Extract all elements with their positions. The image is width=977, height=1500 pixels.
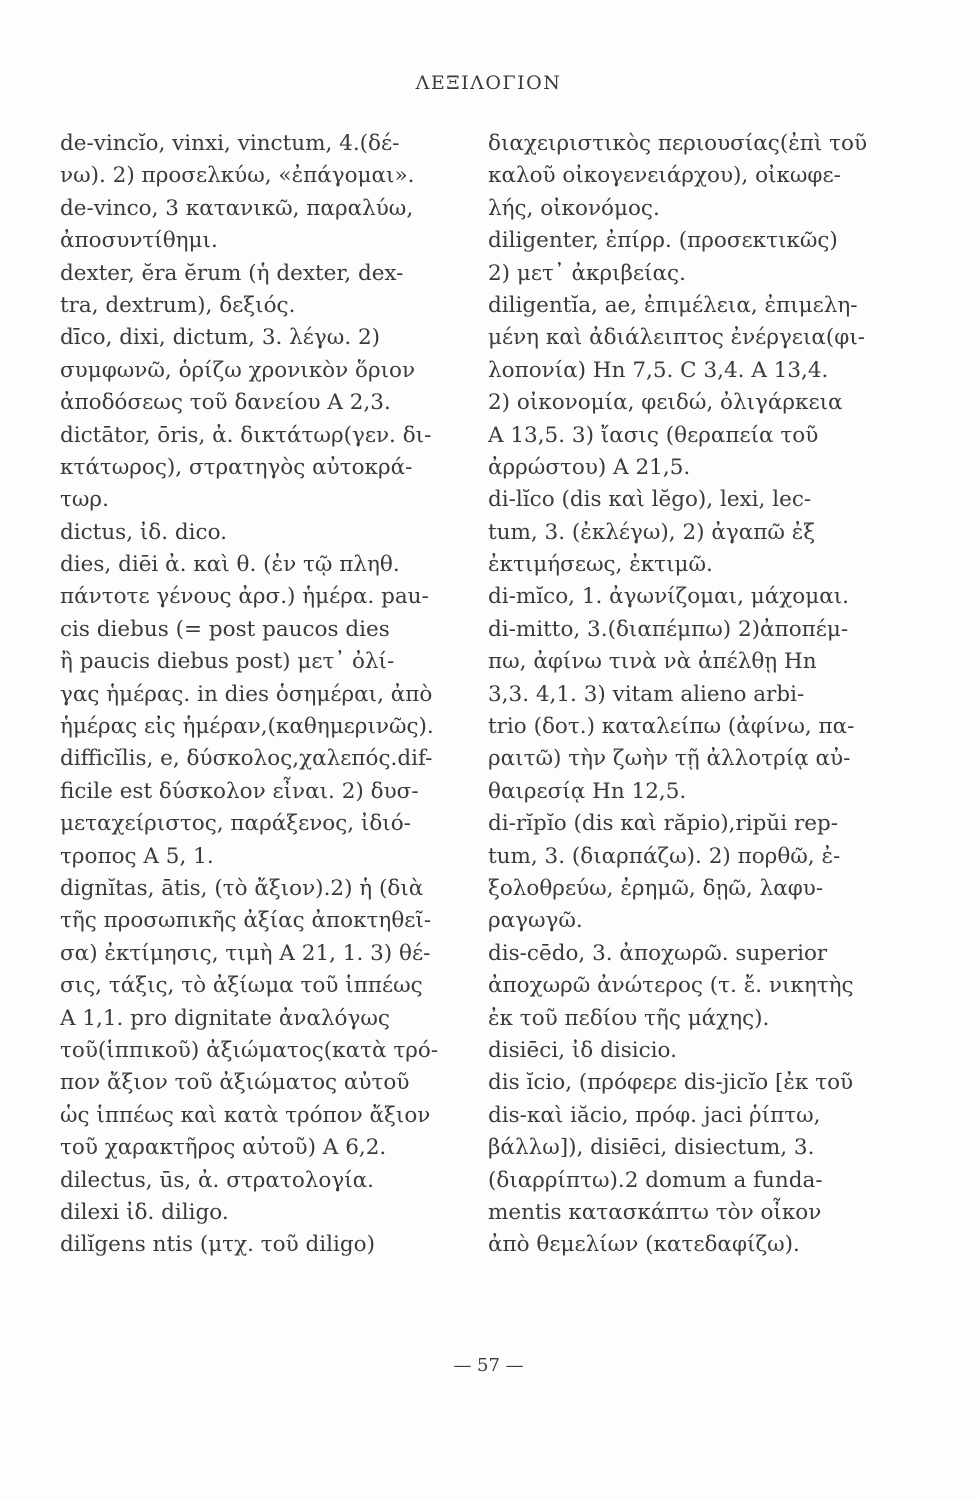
text-line: τωρ. — [60, 487, 109, 513]
text-line: trio (δοτ.) καταλείπω (ἀφίνω, πα- — [488, 714, 855, 740]
text-line: λοπονία) Hn 7,5. C 3,4. A 13,4. — [488, 357, 829, 383]
text-line: διαχειριστικὸς περιουσίας(ἐπὶ τοῦ — [488, 131, 868, 156]
text-line: ὡς ἱππέως καὶ κατὰ τρόπον ἄξιον — [60, 1102, 431, 1128]
text-line: tum, 3. (διαρπάζω). 2) πορθῶ, ἐ- — [488, 843, 841, 869]
text-line: θαιρεσίᾳ Hn 12,5. — [488, 778, 687, 804]
text-line: difficĭlis, e, δύσκολος,χαλεπός.dif- — [60, 746, 433, 772]
text-line: λής, οἰκονόμος. — [488, 195, 660, 221]
text-line: πω, ἀφίνω τινὰ νὰ ἀπέλθῃ Hn — [488, 649, 817, 675]
text-line: πον ἄξιον τοῦ ἀξιώματος αὐτοῦ — [60, 1070, 410, 1096]
text-line: ἀπὸ θεμελίων (κατεδαφίζω). — [488, 1232, 800, 1258]
text-line: τοῦ(ἱππικοῦ) ἀξιώματος(κατὰ τρό- — [60, 1037, 439, 1063]
text-line: di-rĭpĭo (dis καὶ răpio),ripŭi rep- — [488, 811, 838, 837]
text-line: di-lĭco (dis καὶ lĕgo), lexi, lec- — [488, 487, 812, 513]
text-line: βάλλω]), disiēci, disiectum, 3. — [488, 1135, 815, 1161]
text-line: τῆς προσωπικῆς ἀξίας ἀποκτηθεῖ- — [60, 908, 432, 934]
right-column — [488, 128, 888, 1262]
text-line: μεταχείριστος, παράξενος, ἰδιό- — [60, 811, 411, 837]
text-line: συμφωνῶ, ὁρίζω χρονικὸν ὅριον — [60, 357, 416, 383]
text-line: dictātor, ōris, ἀ. δικτάτωρ(γεν. δι- — [60, 422, 432, 448]
text-line: πάντοτε γένους ἀρσ.) ἡμέρα. pau- — [60, 584, 429, 610]
text-line: 2) μετ᾽ ἀκριβείας. — [488, 260, 686, 286]
text-line: de-vinco, 3 κατανικῶ, παραλύω, — [60, 195, 414, 221]
text-line: dictus, ἰδ. dico. — [60, 519, 227, 545]
text-line: dis ĭcio, (πρόφερε dis-jicĭo [ἐκ τοῦ — [488, 1070, 854, 1096]
text-line: (διαρρίπτω).2 domum a funda- — [488, 1167, 823, 1193]
text-line: dignĭtas, ātis, (τὸ ἄξιον).2) ἡ (διὰ — [60, 875, 424, 901]
text-line: 3,3. 4,1. 3) vitam alieno arbi- — [488, 681, 805, 707]
text-line: dis-cēdo, 3. ἀποχωρῶ. superior — [488, 940, 828, 966]
text-line: tra, dextrum), δεξιός. — [60, 292, 296, 318]
text-line: disiēci, ἰδ disicio. — [488, 1037, 677, 1063]
page-header: ΛΕΞΙΛΟΓΙΟΝ — [415, 72, 562, 94]
text-line: de-vincĭo, vinxi, vinctum, 4.(δέ- — [60, 131, 400, 156]
text-line: mentis κατασκάπτω τὸν οἶκον — [488, 1199, 822, 1225]
text-line: dis-καὶ iăcio, πρόφ. jaci ῥίπτω, — [488, 1102, 821, 1128]
text-line: ραιτῶ) τὴν ζωὴν τῇ ἀλλοτρίᾳ αὐ- — [488, 746, 851, 772]
text-line: ἢ paucis diebus post) μετ᾽ ὀλί- — [60, 649, 395, 675]
text-line: νω). 2) προσελκύω, «ἐπάγομαι». — [60, 163, 415, 189]
text-line: A 1,1. pro dignitate ἀναλόγως — [60, 1005, 390, 1031]
text-line: dilexi ἰδ. diligo. — [60, 1199, 229, 1225]
text-line: A 13,5. 3) ἴασις (θεραπεία τοῦ — [488, 422, 819, 448]
text-line: dilĭgens ntis (μτχ. τοῦ diligo) — [60, 1232, 376, 1258]
text-line: ἀρρώστου) A 21,5. — [488, 454, 691, 480]
text-line: ἐκτιμήσεως, ἐκτιμῶ. — [488, 552, 713, 578]
text-line: γας ἡμέρας. in dies ὁσημέραι, ἀπὸ — [60, 681, 433, 707]
text-line: dilectus, ūs, ἀ. στρατολογία. — [60, 1167, 374, 1193]
text-line: 2) οἰκονομία, φειδώ, ὀλιγάρκεια — [488, 390, 843, 416]
text-line: σις, τάξις, τὸ ἀξίωμα τοῦ ἱππέως — [60, 973, 423, 999]
text-line: tum, 3. (ἐκλέγω), 2) ἀγαπῶ ἐξ — [488, 519, 816, 545]
text-line: di-mĭco, 1. ἀγωνίζομαι, μάχομαι. — [488, 584, 849, 610]
text-line: ἐκ τοῦ πεδίου τῆς μάχης). — [488, 1005, 770, 1031]
text-line: di-mitto, 3.(διαπέμπω) 2)ἀποπέμ- — [488, 616, 849, 642]
text-line: ἀποδόσεως τοῦ δανείου A 2,3. — [60, 390, 391, 416]
text-line: dexter, ĕra ĕrum (ἡ dexter, dex- — [60, 260, 404, 286]
text-line: τοῦ χαρακτῆρος αὐτοῦ) A 6,2. — [60, 1135, 387, 1161]
text-line: dies, diēi ἀ. καὶ θ. (ἐν τῷ πληθ. — [60, 552, 400, 578]
text-line: καλοῦ οἰκογενειάρχου), οἰκωφε- — [488, 163, 841, 189]
text-line: κτάτωρος), στρατηγὸς αὐτοκρά- — [60, 454, 413, 480]
text-line: ficile est δύσκολον εἶναι. 2) δυσ- — [60, 778, 419, 804]
left-column — [60, 128, 470, 1262]
text-line: σα) ἐκτίμησις, τιμὴ A 21, 1. 3) θέ- — [60, 940, 431, 966]
text-line: ἀποσυντίθημι. — [60, 228, 218, 254]
text-line: dīco, dixi, dictum, 3. λέγω. 2) — [60, 325, 381, 351]
text-line: ἀποχωρῶ ἀνώτερος (τ. ἔ. νικητὴς — [488, 973, 854, 999]
text-line: ραγωγῶ. — [488, 908, 583, 934]
text-line: μένη καὶ ἀδιάλειπτος ἐνέργεια(φι- — [488, 325, 866, 351]
page-number: — 57 — — [453, 1355, 524, 1376]
text-line: diligentĭa, ae, ἐπιμέλεια, ἐπιμελη- — [488, 292, 858, 318]
text-line: cis diebus (= post paucos dies — [60, 616, 390, 642]
text-line: diligenter, ἐπίρρ. (προσεκτικῶς) — [488, 228, 838, 254]
text-line: τροπος A 5, 1. — [60, 843, 214, 869]
text-line: ξολοθρεύω, ἐρημῶ, δῃῶ, λαφυ- — [488, 875, 824, 901]
text-line: ἡμέρας εἰς ἡμέραν,(καθημερινῶς). — [60, 714, 434, 740]
